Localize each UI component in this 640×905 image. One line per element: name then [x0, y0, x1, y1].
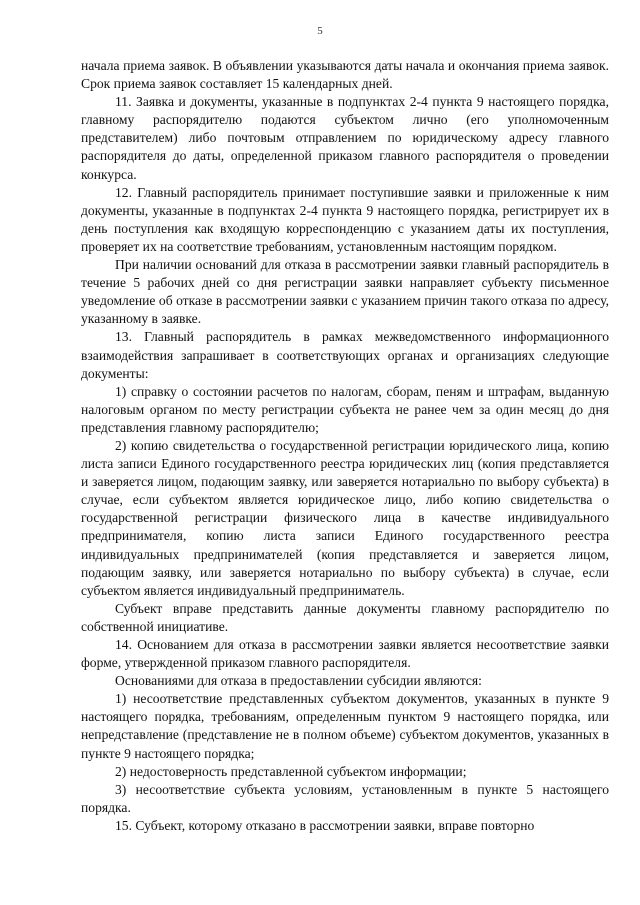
list-item-registration-copy: 2) копию свидетельства о государственной регистрации юридического лица, копию листа записи Единого государственного реестра юридических лиц (копия представляется и заверяется лицом, подающим заявку, или заверяется нотариально по выбору субъекта) в случае, если субъектом является юридическое лицо, либо копию свидетельства о государственной регистрации физического лица в качестве индивидуального предпринимателя, копию листа записи Единого государственного реестра индивидуальных предпринимателей (копия представляется и заверяется лицом, подающим заявку, или заверяется нотариально по выбору субъекта) в случае, если субъектом является индивидуальный предприниматель.: [81, 437, 609, 598]
paragraph-refusal-grounds: Основаниями для отказа в предоставлении субсидии являются:: [115, 673, 482, 689]
paragraph-clause-13: 13. Главный распорядитель в рамках межведомственного информационного взаимодействия запрашивает в соответствующих органах и организациях следующие документы:: [81, 329, 609, 381]
list-item-conditions-mismatch: 3) несоответствие субъекта условиям, установленным в пункте 5 настоящего порядка.: [81, 781, 609, 815]
list-item-false-information: 2) недостоверность представленной субъектом информации;: [115, 763, 467, 779]
document-body: [81, 57, 609, 835]
paragraph-continuation: начала приема заявок. В объявлении указываются даты начала и окончания приема заявок. Срок приема заявок составляет 15 календарных дней.: [81, 58, 609, 92]
paragraph-clause-12: 12. Главный распорядитель принимает поступившие заявки и приложенные к ним документы, указанные в подпунктах 2-4 пункта 9 настоящего порядка, регистрирует их в день поступления как входящую корреспонденцию с указанием даты их поступления, проверяет их на соответствие требованиям, установленным настоящим порядком.: [81, 184, 609, 254]
paragraph-clause-14: 14. Основанием для отказа в рассмотрении заявки является несоответствие заявки форме, утвержденной приказом главного распорядителя.: [81, 637, 609, 671]
page-number: 5: [317, 25, 323, 37]
paragraph-own-initiative: Субъект вправе представить данные документы главному распорядителю по собственной инициативе.: [81, 600, 609, 634]
paragraph-refusal-notice: При наличии оснований для отказа в рассмотрении заявки главный распорядитель в течение 5 рабочих дней со дня регистрации заявки направляет субъекту письменное уведомление об отказе в рассмотрении заявки с указанием причин такого отказа по адресу, указанному в заявке.: [81, 257, 609, 327]
list-item-documents-mismatch: 1) несоответствие представленных субъектом документов, указанных в пункте 9 настоящего порядка, требованиям, определенным пунктом 9 настоящего порядка, или непредставление (представление не в полном объеме) субъектом документов, указанных в пункте 9 настоящего порядка;: [81, 691, 609, 761]
paragraph-clause-15: 15. Субъект, которому отказано в рассмотрении заявки, вправе повторно: [115, 817, 535, 833]
list-item-tax-certificate: 1) справку о состоянии расчетов по налогам, сборам, пеням и штрафам, выданную налоговым органом по месту регистрации субъекта не ранее чем за один месяц до дня представления главному распорядителю;: [81, 383, 609, 435]
paragraph-clause-11: 11. Заявка и документы, указанные в подпунктах 2-4 пункта 9 настоящего порядка, главному распорядителю подаются субъектом лично (его уполномоченным представителем) либо почтовым отправлением по юридическому адресу главного распорядителя до даты, определенной приказом главного распорядителя о проведении конкурса.: [81, 94, 609, 182]
